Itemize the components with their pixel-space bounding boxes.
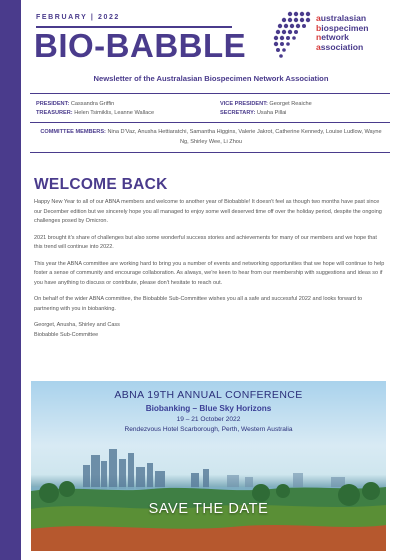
secretary-row	[220, 109, 286, 118]
committee-rule	[30, 152, 390, 153]
banner-subtitle: Biobanking – Blue Sky Horizons	[145, 404, 272, 413]
committee-block	[36, 128, 386, 147]
article-signature-team: Biobabble Sub-Committee	[34, 331, 99, 338]
treasurer-names: Helen Tsimiklis, Leanne Wallace	[72, 110, 155, 116]
committee-label: COMMITTEE MEMBERS:	[40, 129, 106, 135]
treasurer-label: TREASURER:	[36, 110, 73, 116]
article-paragraph-2: 2021 brought it's share of challenges but also some wonderful success stories and achievements for many of our members and we hope that this trend will continue into 2022.	[34, 234, 377, 250]
newsletter-title: BIO-BABBLE	[34, 27, 247, 64]
president-row	[36, 100, 114, 109]
logo-line-4: association	[316, 41, 364, 52]
officers-rule	[30, 122, 390, 123]
conference-banner	[31, 381, 386, 551]
vice-president-name: Georget Reaiche	[267, 101, 312, 107]
logo-wordmark	[316, 14, 369, 52]
article-heading: WELCOME BACK	[34, 176, 168, 193]
article-body	[34, 198, 386, 340]
article-paragraph-1: Happy New Year to all of our ABNA members and welcome to another year of Biobabble! It doesn't feel as though two months have past since our December edition but we sincerely hope you all managed to enjoy some well deserved time off over the holiday period, despite the ongoing challenges posed by Omicron.	[34, 199, 382, 224]
issue-date: FEBRUARY | 2022	[36, 14, 120, 21]
president-label: PRESIDENT:	[36, 101, 70, 107]
article-paragraph-3: This year the ABNA committee are working hard to bring you a number of events and networking opportunities that we hope will continue to help foster a sense of community and encourage collaboration. As always, we're keen to hear from our membership with suggestions and ideas so if you have anything to discuss or contribute, please don't hesitate to reach out.	[34, 260, 385, 286]
banner-title: ABNA 19TH ANNUAL CONFERENCE	[114, 389, 303, 401]
subtitle-rule-top	[30, 93, 390, 94]
abna-logo	[268, 8, 388, 66]
logo-line-3: network	[316, 32, 349, 43]
vice-president-label: VICE PRESIDENT:	[220, 101, 268, 107]
article-paragraph-4: On behalf of the wider ABNA committee, the Biobabble Sub-Committee wishes you all a safe and successful 2022 and looks forward to partnering with you in biobanking.	[34, 296, 363, 312]
committee-members: Nina D'Vaz, Anusha Hettiaratchi, Samantha Higgins, Valerie Jakrot, Catherine Kennedy, Louise Ludlow, Wayne Ng, Shirley Wee, Li Zhou	[105, 129, 382, 145]
secretary-name: Usaha Pillai	[255, 110, 287, 116]
logo-line-2: biospecimen	[316, 22, 369, 33]
banner-dates: 19 – 21 October 2022	[176, 416, 241, 423]
secretary-label: SECRETARY:	[220, 110, 256, 116]
president-name: Cassandra Griffin	[69, 101, 115, 107]
article-signature-names: Georget, Anusha, Shirley and Cass	[34, 322, 120, 328]
vice-president-row	[220, 100, 312, 109]
logo-line-1: australasian	[316, 13, 367, 23]
banner-venue: Rendezvous Hotel Scarborough, Perth, Western Australia	[124, 426, 293, 433]
treasurer-row	[36, 109, 154, 118]
logo-dots-icon	[268, 8, 318, 66]
newsletter-subtitle: Newsletter of the Australasian Biospecimen Network Association	[93, 74, 329, 83]
save-the-date-text: SAVE THE DATE	[148, 501, 269, 517]
left-accent-bar	[0, 0, 21, 560]
